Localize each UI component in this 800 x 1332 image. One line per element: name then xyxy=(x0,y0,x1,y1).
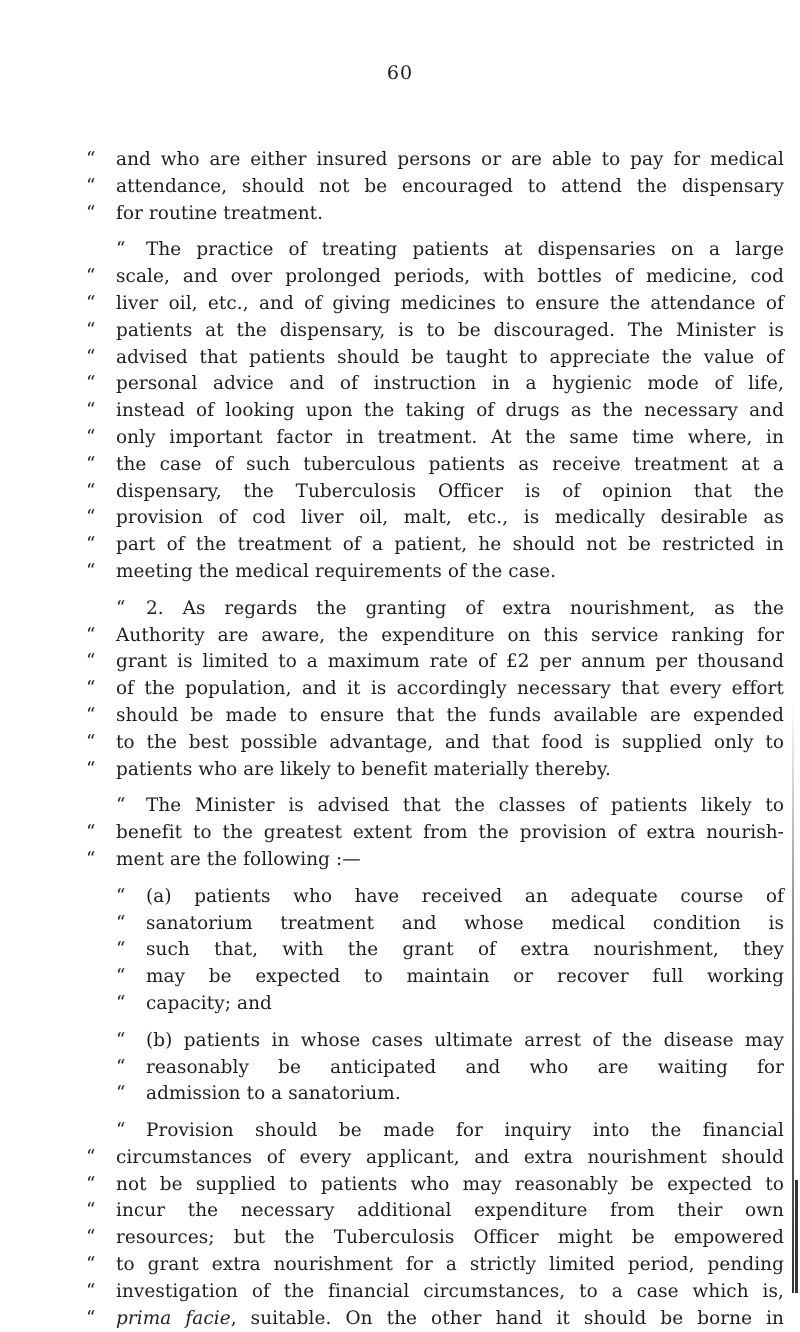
text-line: “ resources; but the Tuberculosis Officer might be empowered xyxy=(86,1227,784,1249)
text-line: “ 2. As regards the granting of extra nourishment, as the xyxy=(116,597,784,619)
text-line: “ capacity; and xyxy=(116,992,272,1014)
text-line: “ ment are the following :— xyxy=(86,848,361,870)
text-line: “ scale, and over prolonged periods, with bottles of medicine, cod xyxy=(86,266,784,288)
text-line: “ Authority are aware, the expenditure on this service ranking for xyxy=(86,624,784,646)
text-line: “ to grant extra nourishment for a strictly limited period, pending xyxy=(86,1254,784,1276)
text-line: “ grant is limited to a maximum rate of £2 per annum per thousand xyxy=(86,651,784,673)
text-line: “ investigation of the financial circumstances, to a case which is, xyxy=(86,1280,784,1302)
text-line: “ to the best possible advantage, and that food is supplied only to xyxy=(86,731,784,753)
body-text xyxy=(86,147,784,1332)
italic-phrase: prima facie xyxy=(116,1307,231,1329)
text-line: “ attendance, should not be encouraged to attend the dispensary xyxy=(86,175,784,197)
text-line: “ provision of cod liver oil, malt, etc., is medically desirable as xyxy=(86,507,784,529)
text-line: “ The practice of treating patients at dispensaries on a large xyxy=(116,239,784,261)
text-line: “ and who are either insured persons or are able to pay for medical xyxy=(86,149,784,170)
text-line: “ instead of looking upon the taking of drugs as the necessary and xyxy=(86,400,784,422)
text-line: “ such that, with the grant of extra nourishment, they xyxy=(116,939,784,961)
text-line: “ part of the treatment of a patient, he should not be restricted in xyxy=(86,534,784,556)
scan-edge-dark xyxy=(795,1180,798,1293)
text-line: “ The Minister is advised that the classes of patients likely to xyxy=(116,795,784,817)
text-line: “ Provision should be made for inquiry into the financial xyxy=(116,1120,784,1142)
scan-edge-shadow xyxy=(792,700,794,1293)
text-line: “ benefit to the greatest extent from the provision of extra nourish- xyxy=(86,822,784,844)
text-line: “ admission to a sanatorium. xyxy=(116,1083,401,1105)
text-line: “ incur the necessary additional expenditure from their own xyxy=(86,1200,784,1222)
text-line: “ patients at the dispensary, is to be discouraged. The Minister is xyxy=(86,319,784,341)
text-line: “ personal advice and of instruction in a hygienic mode of life, xyxy=(86,373,784,395)
list-item-b: “ (b) patients in whose cases ultimate arrest of the disease may xyxy=(116,1029,784,1051)
text-line: “ not be supplied to patients who may reasonably be expected to xyxy=(86,1173,784,1195)
page-number: 60 xyxy=(386,62,414,84)
text-line: “ advised that patients should be taught to appreciate the value of xyxy=(86,346,784,368)
list-item-a: “ (a) patients who have received an adequate course of xyxy=(116,885,784,907)
text-line: “ circumstances of every applicant, and extra nourishment should xyxy=(86,1146,784,1168)
text-line: “ of the population, and it is accordingly necessary that every effort xyxy=(86,678,784,700)
text-line: “ meeting the medical requirements of the case. xyxy=(86,560,557,582)
text-line: “ the case of such tuberculous patients as receive treatment at a xyxy=(86,453,784,475)
text-line: “ reasonably be anticipated and who are waiting for xyxy=(116,1056,784,1078)
text-line: “ sanatorium treatment and whose medical condition is xyxy=(116,912,784,934)
text-line: “ dispensary, the Tuberculosis Officer is of opinion that the xyxy=(86,480,784,502)
text-line-italic-start: “ prima facie, suitable. On the other hand it should be borne in xyxy=(86,1307,784,1329)
text-line: “ liver oil, etc., and of giving medicines to ensure the attendance of xyxy=(86,292,784,314)
text-line: “ for routine treatment. xyxy=(86,202,324,224)
text-line: “ should be made to ensure that the funds available are expended xyxy=(86,704,784,726)
text-line: “ patients who are likely to benefit materially thereby. xyxy=(86,758,611,780)
text-line: “ may be expected to maintain or recover full working xyxy=(116,966,784,988)
text-line: “ only important factor in treatment. At the same time where, in xyxy=(86,426,784,448)
